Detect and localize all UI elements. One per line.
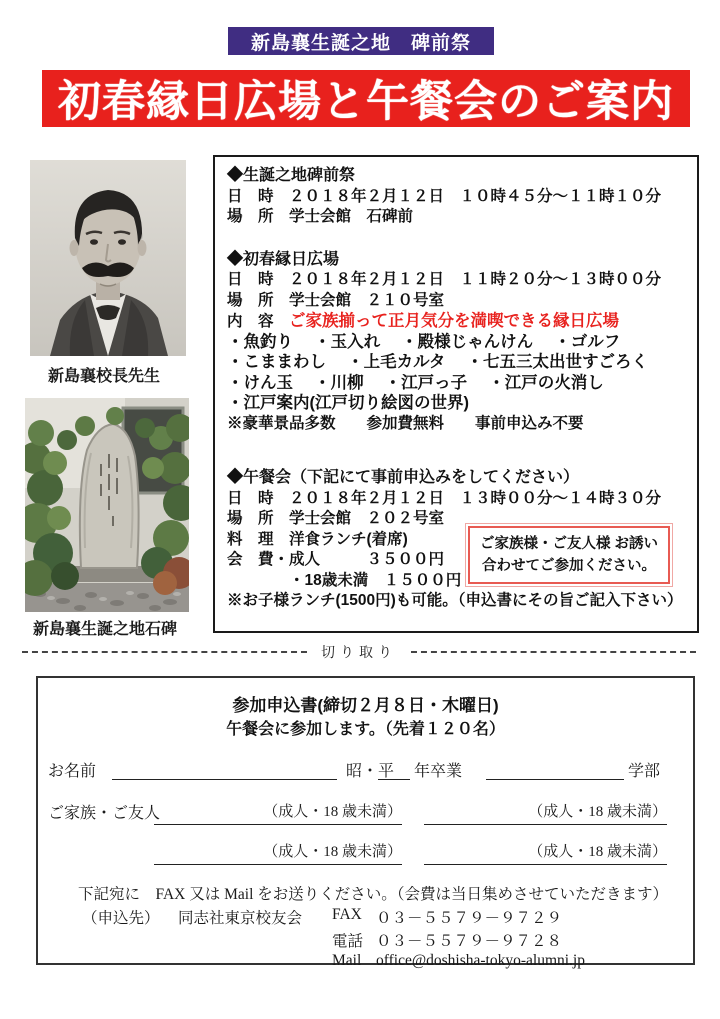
form-title: 参加申込書(締切２月８日・木曜日) — [232, 696, 499, 715]
invite-box-inner — [468, 526, 670, 584]
family-field-1 — [154, 800, 402, 825]
monument-photo — [25, 398, 189, 612]
cut-label: 切り取り — [321, 646, 397, 661]
org-name: 同志社東京校友会 — [178, 910, 303, 927]
age-note: （成人・18 歳未満） — [263, 844, 402, 860]
family-field-2 — [424, 800, 667, 825]
spacer — [227, 434, 697, 451]
age-note: （成人・18 歳未満） — [528, 804, 667, 820]
age-note: （成人・18 歳未満） — [528, 844, 667, 860]
dept-label: 学部 — [628, 763, 661, 780]
section2-place: 場 所 学士会館 ２１０号室 — [227, 291, 445, 309]
content-highlight: ご家族揃って正月気分を満喫できる縁日広場 — [289, 312, 620, 330]
mail-address: office@doshisha-tokyo-alumni.jp — [376, 952, 585, 969]
era-label: 昭・平 — [346, 763, 395, 780]
section1-place: 場 所 学士会館 石碑前 — [227, 208, 414, 225]
section3-meal: 料 理 洋食ランチ(着席) — [227, 530, 408, 548]
activity-line: ・江戸案内(江戸切り絵図の世界) — [227, 394, 469, 412]
cut-line — [22, 642, 696, 662]
section3-fee-minor: ・18歳未満 １５００円 — [227, 571, 462, 589]
section3-note: ※お子様ランチ(1500円)も可能。（申込書にその旨ご記入下さい） — [227, 592, 683, 609]
cut-dash-right — [411, 651, 696, 653]
portrait-caption: 新島襄校長先生 — [48, 368, 161, 385]
monument-caption: 新島襄生誕之地石碑 — [33, 621, 178, 638]
activity-line: ・魚釣り ・玉入れ ・殿様じゃんけん ・ゴルフ — [227, 332, 621, 351]
fax-label: FAX — [332, 906, 362, 923]
section2-heading: ◆初春縁日広場 — [227, 250, 340, 268]
section3-place: 場 所 学士会館 ２０２号室 — [227, 510, 445, 527]
invite-box — [465, 523, 673, 587]
application-form-box — [36, 676, 695, 969]
department-field — [486, 758, 624, 780]
grad-label: 年卒業 — [414, 763, 463, 780]
section3-fee-adult: 会 費・成人 ３５００円 — [227, 551, 445, 568]
tel-number: ０３－５５７９－９７２８ — [376, 933, 563, 950]
section3-datetime: 日 時 ２０１８年２月１２日 １３時００分～１４時３０分 — [227, 489, 662, 507]
name-field — [112, 758, 337, 780]
activity-line: ・けん玉 ・川柳 ・江戸っ子 ・江戸の火消し — [227, 373, 604, 392]
age-note: （成人・18 歳未満） — [263, 804, 402, 820]
form-subtitle: 午餐会に参加します。（先着１２０名） — [226, 721, 505, 738]
cut-dash-left — [22, 651, 307, 653]
portrait-photo — [30, 160, 186, 356]
family-label: ご家族・ご友人 — [48, 805, 161, 822]
fax-number: ０３－５５７９－９７２９ — [376, 910, 563, 927]
invite-line1: ご家族様・ご友人様 お誘い — [479, 536, 659, 552]
grad-year-field — [378, 758, 410, 780]
section2-content — [227, 311, 697, 332]
family-field-3 — [154, 840, 402, 865]
content-label: 内 容 — [227, 313, 290, 330]
spacer — [227, 228, 697, 250]
tel-label: 電話 — [332, 933, 364, 950]
section3-heading: ◆午餐会（下記にて事前申込みをしてください） — [227, 469, 580, 486]
activity-line: ・こままわし ・上毛カルタ ・七五三太出世すごろく — [227, 353, 649, 371]
section2-datetime: 日 時 ２０１８年２月１２日 １１時２０分～１３時００分 — [227, 271, 662, 288]
page-title: 初春縁日広場と午餐会のご案内 — [42, 70, 690, 127]
section1-heading: ◆生誕之地碑前祭 — [227, 167, 356, 184]
event-name-banner: 新島襄生誕之地 碑前祭 — [228, 27, 494, 55]
invite-line2: 合わせてご参加ください。 — [482, 558, 656, 574]
addressee-label: （申込先） — [82, 910, 160, 927]
mail-label: Mail — [332, 952, 362, 969]
section1-datetime: 日 時 ２０１８年２月１２日 １０時４５分～１１時１０分 — [227, 187, 662, 205]
spacer — [227, 451, 697, 468]
family-field-4 — [424, 840, 667, 865]
send-note: 下記宛に FAX 又は Mail をお送りください。（会費は当日集めさせていただきます） — [78, 886, 669, 903]
name-label: お名前 — [48, 763, 97, 780]
section2-note: ※豪華景品多数 参加費無料 事前申込み不要 — [227, 414, 584, 432]
